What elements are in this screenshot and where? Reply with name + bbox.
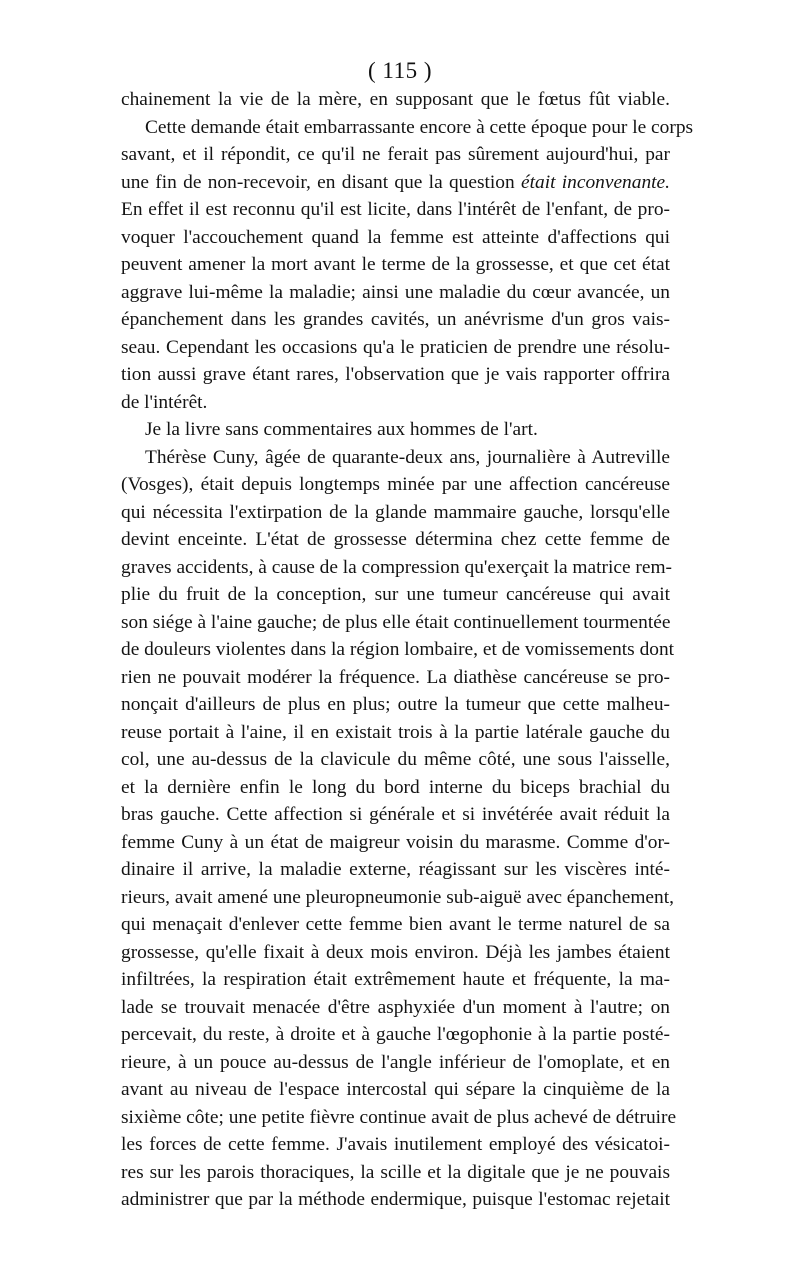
- text-line: seau. Cependant les occasions qu'a le praticien de prendre une résolu-: [121, 336, 670, 358]
- text-line: rien ne pouvait modérer la fréquence. La diathèse cancéreuse se pro-: [121, 666, 670, 688]
- text-line: de l'intérêt.: [121, 391, 208, 413]
- text-line: grossesse, qu'elle fixait à deux mois environ. Déjà les jambes étaient: [121, 941, 670, 963]
- text-line: femme Cuny à un état de maigreur voisin du marasme. Comme d'or-: [121, 831, 670, 853]
- text-line: percevait, du reste, à droite et à gauche l'œgophonie à la partie posté-: [121, 1024, 670, 1045]
- text-line: reuse portait à l'aine, il en existait trois à la partie latérale gauche du: [121, 721, 670, 743]
- text-line: savant, et il répondit, ce qu'il ne ferait pas sûrement aujourd'hui, par: [121, 144, 670, 165]
- text-line: col, une au-dessus de la clavicule du même côté, une sous l'aisselle,: [121, 749, 670, 770]
- text-line: rieure, à un pouce au-dessus de l'angle inférieur de l'omoplate, et en: [121, 1051, 670, 1073]
- text-line: dinaire il arrive, la maladie externe, réagissant sur les viscères inté-: [121, 859, 670, 880]
- text-line: tion aussi grave étant rares, l'observation que je vais rapporter offrira: [121, 364, 670, 385]
- text-line: Cette demande était embarrassante encore à cette époque pour le corps: [145, 116, 694, 138]
- text-line: chainement la vie de la mère, en supposant que le fœtus fût viable.: [121, 89, 670, 110]
- page-number: ( 115 ): [368, 58, 432, 83]
- text-line: aggrave lui-même la maladie; ainsi une maladie du cœur avancée, un: [121, 281, 670, 303]
- text-line: plie du fruit de la conception, sur une tumeur cancéreuse qui avait: [121, 584, 670, 605]
- text-line: son siége à l'aine gauche; de plus elle était continuellement tourmentée: [121, 611, 671, 633]
- text-line: res sur les parois thoraciques, la scille et la digitale que je ne pouvais: [121, 1161, 670, 1183]
- text-line: lade se trouvait menacée d'être asphyxiée d'un moment à l'autre; on: [121, 996, 670, 1018]
- body-text: [121, 86, 694, 1214]
- text-line: Thérèse Cuny, âgée de quarante-deux ans, journalière à Autreville: [145, 446, 670, 468]
- text-line: sixième côte; une petite fièvre continue avait de plus achevé de détruire: [121, 1106, 677, 1128]
- text-line: rieurs, avait amené une pleuropneumonie sub-aiguë avec épanchement,: [121, 886, 674, 908]
- text-line-start: une fin de non-recevoir, en disant que la question: [121, 171, 521, 193]
- text-line: (Vosges), était depuis longtemps minée par une affection cancéreuse: [121, 474, 670, 495]
- text-line: infiltrées, la respiration était extrêmement haute et fréquente, la ma-: [121, 969, 670, 990]
- text-line: Je la livre sans commentaires aux hommes de l'art.: [145, 419, 538, 440]
- text-line: En effet il est reconnu qu'il est licite, dans l'intérêt de l'enfant, de pro-: [121, 199, 670, 220]
- text-line: les forces de cette femme. J'avais inutilement employé des vésicatoi-: [121, 1134, 670, 1155]
- text-line: peuvent amener la mort avant le terme de la grossesse, et que cet état: [121, 254, 670, 275]
- text-line: voquer l'accouchement quand la femme est atteinte d'affections qui: [121, 226, 670, 248]
- text-line: qui nécessita l'extirpation de la glande mammaire gauche, lorsqu'elle: [121, 501, 670, 523]
- text-line: administrer que par la méthode endermique, puisque l'estomac rejetait: [121, 1189, 670, 1210]
- text-line: qui menaçait d'enlever cette femme bien avant le terme naturel de sa: [121, 914, 670, 935]
- italic-phrase: était inconvenante.: [521, 171, 670, 193]
- text-line: nonçait d'ailleurs de plus en plus; outre la tumeur que cette malheu-: [121, 694, 670, 715]
- text-line: devint enceinte. L'état de grossesse détermina chez cette femme de: [121, 529, 670, 550]
- text-line: avant au niveau de l'espace intercostal qui sépare la cinquième de la: [121, 1079, 670, 1100]
- text-line: [121, 169, 670, 197]
- text-line: de douleurs violentes dans la région lombaire, et de vomissements dont: [121, 639, 675, 660]
- text-line: et la dernière enfin le long du bord interne du biceps brachial du: [121, 776, 670, 798]
- text-line: graves accidents, à cause de la compression qu'exerçait la matrice rem-: [121, 556, 673, 578]
- text-line: bras gauche. Cette affection si générale et si invétérée avait réduit la: [121, 804, 670, 825]
- text-line: épanchement dans les grandes cavités, un anévrisme d'un gros vais-: [121, 309, 670, 330]
